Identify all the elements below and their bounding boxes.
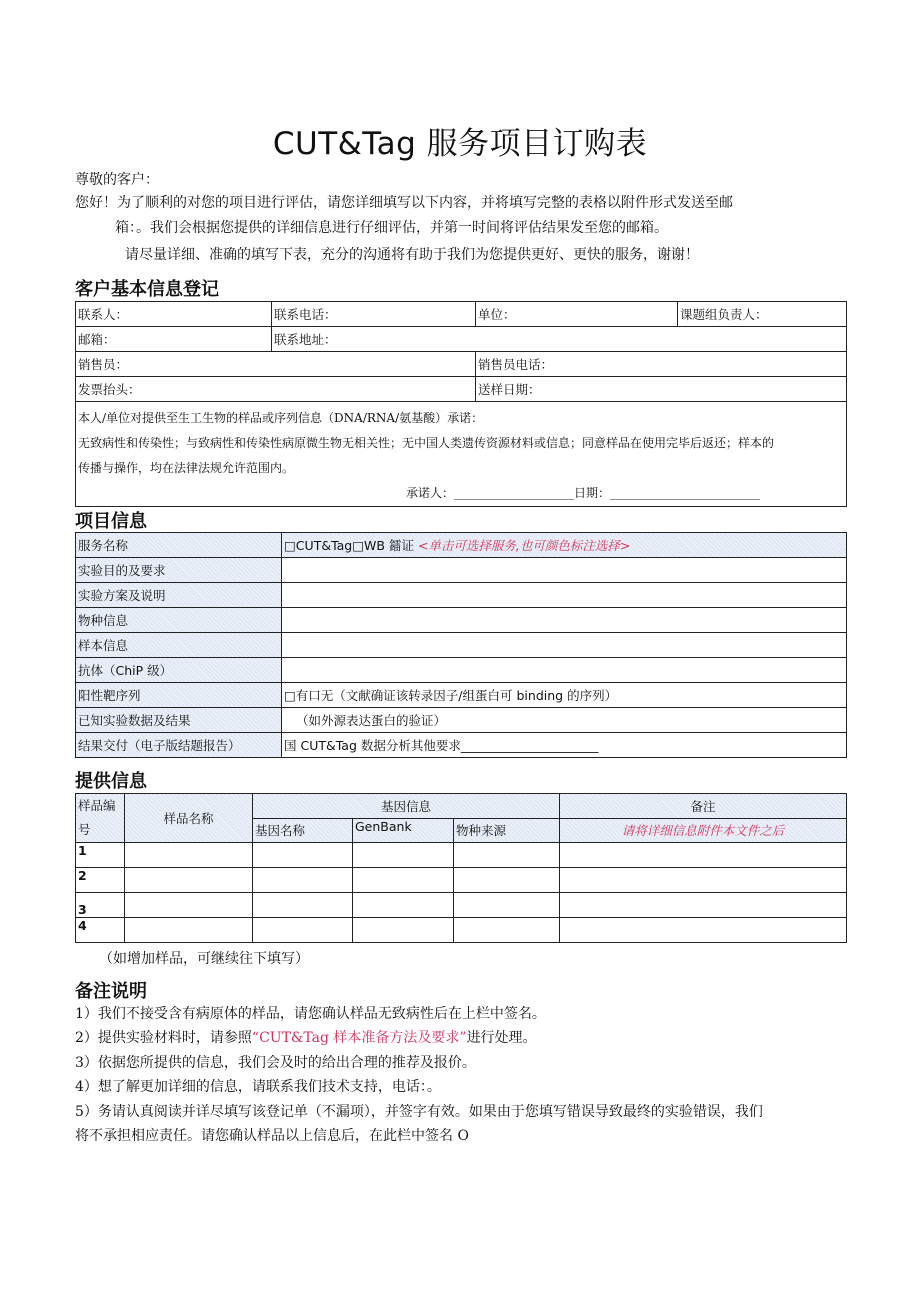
- sample-row-no: 3: [76, 893, 125, 918]
- supply-section-heading: 提供信息: [75, 771, 147, 792]
- service-options[interactable]: □CUT&Tag□WB 鐳证: [284, 538, 414, 553]
- service-hint: <单击可选择服务,也可颜色标注选择>: [417, 538, 631, 553]
- sample-cell[interactable]: [253, 868, 353, 893]
- project-value[interactable]: [282, 583, 847, 608]
- leader-field[interactable]: 课题组负责人：: [678, 302, 847, 327]
- sample-cell[interactable]: [454, 893, 560, 918]
- sample-prep-link[interactable]: “CUT&Tag 样本准备方法及要求”: [251, 1030, 467, 1046]
- pledge-line-1: 本人/单位对提供至生工生物的样品或序列信息（DNA/RNA/氨基酸）承诺：: [78, 411, 484, 425]
- pledge-line-2: 无致病性和传染性；与致病性和传染性病原微生物无相关性；无中国人类遗传资源材料或信息；同意样品在使用完毕后返还；样本的: [78, 436, 775, 450]
- project-section-heading: 项目信息: [75, 511, 147, 532]
- email-field[interactable]: 邮箱：: [76, 327, 272, 352]
- note-3: 3）依据您所提供的信息，我们会及时的给出合理的推荐及报价。: [75, 1055, 476, 1071]
- sample-row-no: 2: [76, 868, 125, 893]
- project-label: 服务名称: [76, 533, 282, 558]
- sample-row-no: 1: [76, 843, 125, 868]
- project-value[interactable]: （如外源表达蛋白的验证）: [282, 708, 847, 733]
- sample-table: [75, 793, 847, 943]
- sample-cell[interactable]: [454, 918, 560, 943]
- sample-cell[interactable]: [353, 868, 454, 893]
- project-label: 结果交付（电子版结题报告）: [76, 733, 282, 758]
- sample-cell[interactable]: [125, 868, 253, 893]
- project-label: 阳性靶序列: [76, 683, 282, 708]
- address-field[interactable]: 联系地址：: [272, 327, 847, 352]
- pledge-sign-line: [78, 481, 844, 506]
- customer-info-table: [75, 301, 847, 507]
- customer-section-heading: 客户基本信息登记: [75, 279, 219, 300]
- sample-cell[interactable]: [353, 918, 454, 943]
- project-value[interactable]: 国 CUT&Tag 数据分析其他要求______________________: [282, 733, 847, 758]
- sample-cell[interactable]: [353, 893, 454, 918]
- col-sample-no-line2: 号: [78, 822, 91, 837]
- sample-cell[interactable]: [125, 843, 253, 868]
- sample-cell[interactable]: [560, 843, 847, 868]
- note-1: 1）我们不接受含有病原体的样品，请您确认样品无致病性后在上栏中签名。: [75, 1006, 546, 1022]
- service-name-value[interactable]: [282, 533, 847, 558]
- sample-cell[interactable]: [253, 843, 353, 868]
- sample-cell[interactable]: [454, 843, 560, 868]
- project-label: 抗体（ChiP 级）: [76, 658, 282, 683]
- sales-phone-field[interactable]: 销售员电话：: [476, 352, 847, 377]
- date-input[interactable]: _________________________: [610, 486, 761, 500]
- sample-cell[interactable]: [560, 918, 847, 943]
- sample-cell[interactable]: [253, 918, 353, 943]
- project-label: 样本信息: [76, 633, 282, 658]
- col-sample-no-line1: 样品编: [78, 798, 116, 813]
- invoice-field[interactable]: 发票抬头：: [76, 377, 476, 402]
- add-more-note: （如增加样品，可继续往下填写）: [99, 951, 309, 967]
- project-value[interactable]: [282, 608, 847, 633]
- pledge-line-3: 传播与操作，均在法律法规允许范围内。: [78, 461, 295, 475]
- sample-cell[interactable]: [560, 893, 847, 918]
- note-2-prefix: 2）提供实验材料时，请参照: [75, 1030, 252, 1046]
- note-5-line-1: 5）务请认真阅读并详尽填写该登记单（不漏项），并签字有效。如果由于您填写错误导致最终的实验错误，我们: [75, 1104, 763, 1120]
- col-species: 物种来源: [454, 818, 560, 843]
- notes-section-heading: 备注说明: [75, 981, 147, 1002]
- intro-line-1: 您好！为了顺利的对您的项目进行评估，请您详细填写以下内容，并将填写完整的表格以附件形式发送至邮: [75, 195, 733, 211]
- col-genbank: GenBank: [353, 818, 454, 843]
- sample-cell[interactable]: [125, 918, 253, 943]
- sample-cell[interactable]: [125, 893, 253, 918]
- project-label: 已知实验数据及结果: [76, 708, 282, 733]
- sales-field[interactable]: 销售员：: [76, 352, 476, 377]
- project-value[interactable]: □有口无（文献确证该转录因子/组蛋白可 binding 的序列）: [282, 683, 847, 708]
- sample-row-no: 4: [76, 918, 125, 943]
- pledge-cell: [76, 402, 847, 507]
- greeting: 尊敬的客户：: [75, 172, 159, 188]
- col-sample-name: 样品名称: [125, 794, 253, 843]
- note-4: 4）想了解更加详细的信息，请联系我们技术支持，电话：。: [75, 1079, 441, 1095]
- col-gene-name: 基因名称: [253, 818, 353, 843]
- col-gene-info: 基因信息: [253, 794, 560, 819]
- project-label: 实验目的及要求: [76, 558, 282, 583]
- project-label: 物种信息: [76, 608, 282, 633]
- project-label: 实验方案及说明: [76, 583, 282, 608]
- phone-field[interactable]: 联系电话：: [272, 302, 476, 327]
- date-label: 日期：: [574, 486, 611, 500]
- project-value[interactable]: [282, 558, 847, 583]
- note-2-suffix: 进行处理。: [466, 1030, 537, 1046]
- intro-line-3: 请尽量详细、准确的填写下表，充分的沟通将有助于我们为您提供更好、更快的服务，谢谢！: [125, 247, 699, 263]
- project-value[interactable]: [282, 633, 847, 658]
- sample-cell[interactable]: [454, 868, 560, 893]
- intro-line-2: 箱：。我们会根据您提供的详细信息进行仔细评估，并第一时间将评估结果发至您的邮箱。: [115, 220, 668, 236]
- col-note: 备注: [560, 794, 847, 819]
- note-2: [75, 1027, 537, 1047]
- contact-field[interactable]: 联系人：: [76, 302, 272, 327]
- unit-field[interactable]: 单位：: [476, 302, 678, 327]
- sample-cell[interactable]: [560, 868, 847, 893]
- col-sample-no: [76, 794, 125, 843]
- note-hint: 请将详细信息附件本文件之后: [560, 818, 847, 843]
- sample-cell[interactable]: [353, 843, 454, 868]
- note-5-line-2: 将不承担相应责任。请您确认样品以上信息后，在此栏中签名 O: [75, 1128, 469, 1144]
- signer-input[interactable]: ____________________: [454, 486, 575, 500]
- project-info-table: [75, 532, 847, 758]
- ship-date-field[interactable]: 送样日期：: [476, 377, 847, 402]
- sample-cell[interactable]: [253, 893, 353, 918]
- signer-label: 承诺人：: [406, 486, 455, 500]
- project-value[interactable]: [282, 658, 847, 683]
- page-title: CUT&Tag 服务项目订购表: [272, 126, 648, 162]
